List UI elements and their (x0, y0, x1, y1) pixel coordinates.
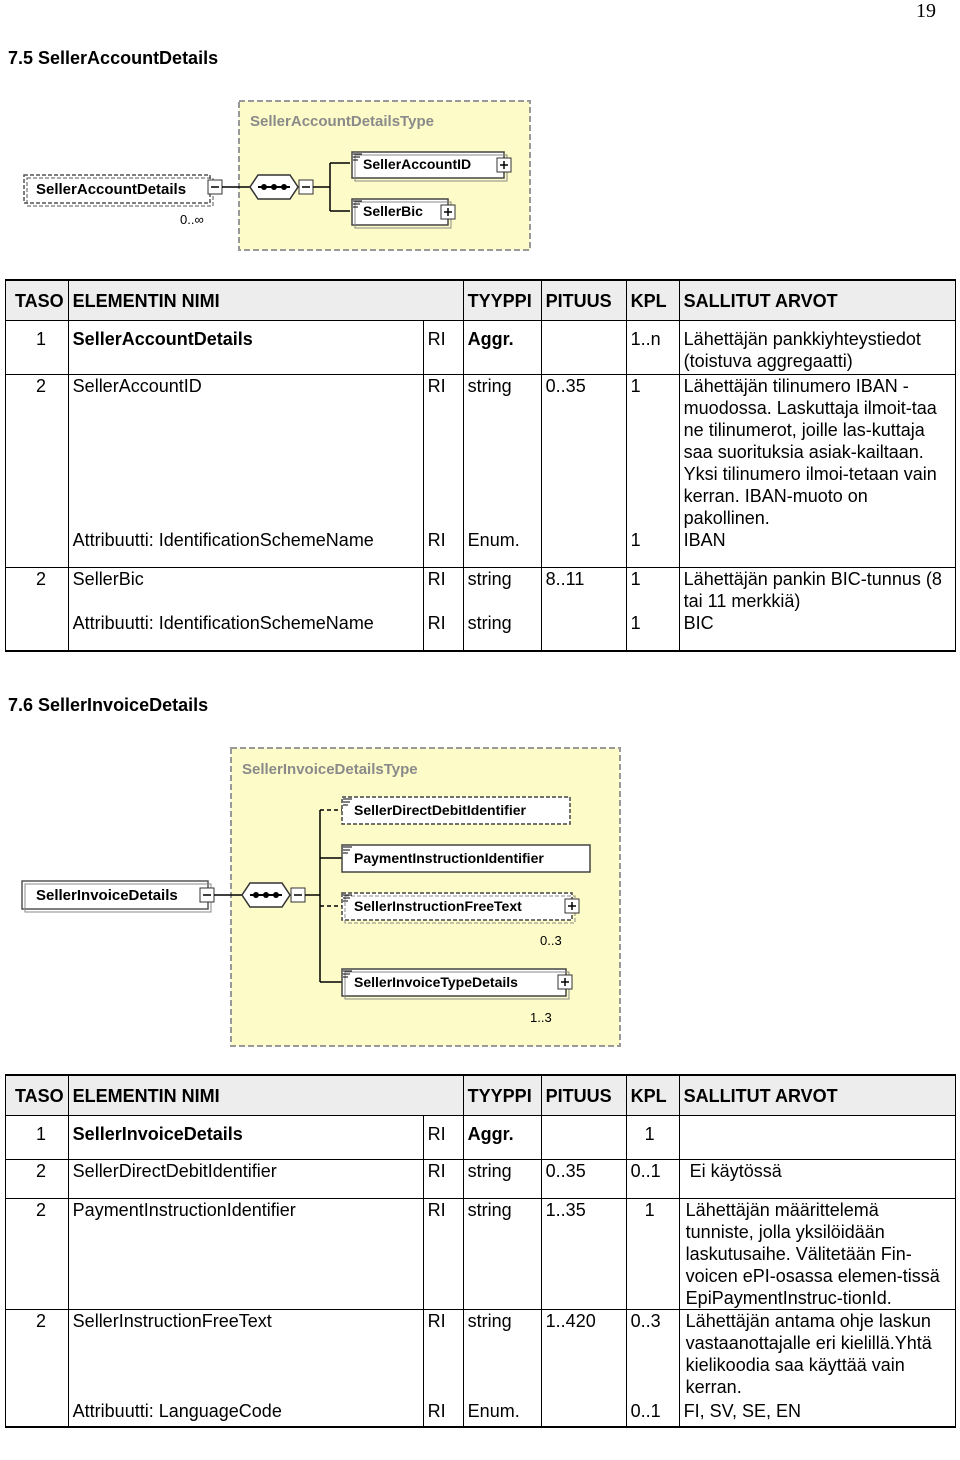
header-ri (423, 280, 463, 321)
root-element-label: SellerAccountDetails (36, 181, 187, 198)
cardinality-free-text: 0..3 (540, 933, 562, 948)
header-taso: TASO (6, 1075, 69, 1116)
table-row (6, 1310, 956, 1401)
cell-ri: RI (423, 1310, 463, 1401)
cell-name: SellerInvoiceDetails (68, 1116, 423, 1160)
spec-table-seller-account-details (5, 279, 956, 652)
cell-type: string (463, 1160, 541, 1199)
cell-allowed: Ei käytössä (679, 1160, 955, 1199)
cell-kpl: 1..n (626, 321, 679, 375)
cell-ri: RI (423, 612, 463, 651)
table-row (6, 375, 956, 530)
cell-type: string (463, 1310, 541, 1401)
child-element-seller-invoice-type-details[interactable] (342, 969, 572, 999)
cell-length: 1..35 (541, 1199, 626, 1310)
cell-kpl: 1 (626, 375, 679, 530)
header-length: PITUUS (541, 1075, 626, 1116)
cell-taso: 2 (6, 1199, 69, 1310)
cell-type: Enum. (463, 1400, 541, 1427)
table-row (6, 1116, 956, 1160)
schema-diagram-seller-invoice-details (0, 740, 640, 1055)
cell-kpl: 0..3 (626, 1310, 679, 1401)
header-kpl: KPL (626, 280, 679, 321)
table-row (6, 1400, 956, 1427)
cell-type: string (463, 612, 541, 651)
cell-type: string (463, 568, 541, 613)
cell-taso: 1 (6, 321, 69, 375)
type-name: SellerAccountDetailsType (250, 113, 434, 130)
cardinality-type-details: 1..3 (530, 1010, 552, 1025)
cell-type: string (463, 1199, 541, 1310)
cell-allowed: Lähettäjän pankin BIC-tunnus (8 tai 11 merkkiä) (679, 568, 955, 613)
cell-kpl: 1 (626, 529, 679, 568)
child-label: SellerBic (363, 203, 423, 219)
cell-name: SellerDirectDebitIdentifier (68, 1160, 423, 1199)
cell-name: SellerAccountDetails (68, 321, 423, 375)
child-label: SellerDirectDebitIdentifier (354, 802, 526, 818)
cell-taso: 1 (6, 1116, 69, 1160)
cell-kpl: 0..1 (626, 1400, 679, 1427)
table-row (6, 1199, 956, 1310)
cell-allowed: BIC (679, 612, 955, 651)
cell-ri: RI (423, 1116, 463, 1160)
child-element-seller-account-id[interactable] (352, 152, 511, 181)
cell-length: 0..35 (541, 375, 626, 530)
cell-kpl: 1 (626, 1116, 679, 1160)
cell-name: SellerInstructionFreeText (68, 1310, 423, 1401)
sequence-icon (242, 883, 290, 907)
table-header-row (6, 1075, 956, 1116)
cell-kpl: 1 (626, 612, 679, 651)
cell-ri: RI (423, 1400, 463, 1427)
header-kpl: KPL (626, 1075, 679, 1116)
table-header-row (6, 280, 956, 321)
cell-length (541, 529, 626, 568)
section-title-seller-invoice-details: 7.6 SellerInvoiceDetails (8, 695, 209, 715)
header-length: PITUUS (541, 280, 626, 321)
cell-type: Aggr. (463, 321, 541, 375)
table-row (6, 321, 956, 375)
cell-taso: 2 (6, 375, 69, 530)
cell-ri: RI (423, 529, 463, 568)
cell-ri: RI (423, 1199, 463, 1310)
table-row (6, 568, 956, 613)
cell-length (541, 612, 626, 651)
table-row (6, 529, 956, 568)
cell-allowed: FI, SV, SE, EN (679, 1400, 955, 1427)
type-name: SellerInvoiceDetailsType (242, 761, 418, 778)
header-type: TYYPPI (463, 280, 541, 321)
cell-taso (6, 529, 69, 568)
cell-length: 1..420 (541, 1310, 626, 1401)
cell-length: 0..35 (541, 1160, 626, 1199)
cell-taso: 2 (6, 1310, 69, 1401)
cell-kpl: 1 (626, 568, 679, 613)
cell-taso (6, 1400, 69, 1427)
cell-name: Attribuutti: IdentificationSchemeName (68, 529, 423, 568)
section-title-seller-account-details: 7.5 SellerAccountDetails (8, 48, 219, 68)
cell-type: string (463, 375, 541, 530)
cell-name: PaymentInstructionIdentifier (68, 1199, 423, 1310)
cell-kpl: 1 (626, 1199, 679, 1310)
header-type: TYYPPI (463, 1075, 541, 1116)
cell-name: SellerAccountID (68, 375, 423, 530)
cell-taso: 2 (6, 1160, 69, 1199)
cell-name: Attribuutti: LanguageCode (68, 1400, 423, 1427)
cell-allowed: Lähettäjän määrittelemä tunniste, jolla yksilöidään laskutusaihe. Välitetään Fin-voicen ePI-osassa elemen-tissä EpiPaymentInstruc-tionId. (679, 1199, 955, 1310)
cell-length (541, 1400, 626, 1427)
header-name: ELEMENTIN NIMI (68, 1075, 423, 1116)
child-element-seller-instruction-free-text[interactable] (342, 893, 579, 923)
cell-ri: RI (423, 321, 463, 375)
cell-kpl: 0..1 (626, 1160, 679, 1199)
child-label: PaymentInstructionIdentifier (354, 850, 544, 866)
schema-diagram-seller-account-details (0, 95, 560, 260)
child-label: SellerInstructionFreeText (354, 898, 522, 914)
cell-ri: RI (423, 568, 463, 613)
cell-length (541, 321, 626, 375)
table-row (6, 1160, 956, 1199)
cell-allowed: IBAN (679, 529, 955, 568)
cell-name: Attribuutti: IdentificationSchemeName (68, 612, 423, 651)
spec-table-seller-invoice-details (5, 1074, 956, 1428)
child-label: SellerAccountID (363, 156, 472, 172)
cell-taso: 2 (6, 568, 69, 613)
root-cardinality: 0..∞ (180, 212, 204, 227)
root-element-label: SellerInvoiceDetails (36, 887, 178, 904)
cell-name: SellerBic (68, 568, 423, 613)
cell-length (541, 1116, 626, 1160)
cell-allowed: Lähettäjän tilinumero IBAN -muodossa. Laskuttaja ilmoit-taa ne tilinumerot, joille las-kuttaja saa suorituksia asiak-kailtaan. Yksi tilinumero ilmoi-tetaan vain kerran. IBAN-muoto on pakollinen. (679, 375, 955, 530)
header-allowed: SALLITUT ARVOT (679, 1075, 955, 1116)
header-ri (423, 1075, 463, 1116)
root-element-box[interactable] (24, 175, 222, 206)
table-row (6, 612, 956, 651)
cell-length: 8..11 (541, 568, 626, 613)
root-element-box[interactable] (22, 881, 214, 912)
cell-taso (6, 612, 69, 651)
cell-ri: RI (423, 1160, 463, 1199)
header-allowed: SALLITUT ARVOT (679, 280, 955, 321)
cell-type: Enum. (463, 529, 541, 568)
cell-allowed: Lähettäjän pankkiyhteystiedot (toistuva aggregaatti) (679, 321, 955, 375)
sequence-icon (250, 175, 298, 199)
cell-type: Aggr. (463, 1116, 541, 1160)
child-element-seller-bic[interactable] (352, 199, 455, 228)
child-label: SellerInvoiceTypeDetails (354, 974, 518, 990)
child-element-seller-direct-debit-identifier[interactable] (342, 797, 570, 824)
cell-allowed (679, 1116, 955, 1160)
header-taso: TASO (6, 280, 69, 321)
header-name: ELEMENTIN NIMI (68, 280, 423, 321)
child-element-payment-instruction-identifier[interactable] (342, 845, 590, 872)
page-number: 19 (916, 0, 936, 22)
cell-allowed: Lähettäjän antama ohje laskun vastaanottajalle eri kielillä.Yhtä kielikoodia saa käyttää vain kerran. (679, 1310, 955, 1401)
cell-ri: RI (423, 375, 463, 530)
